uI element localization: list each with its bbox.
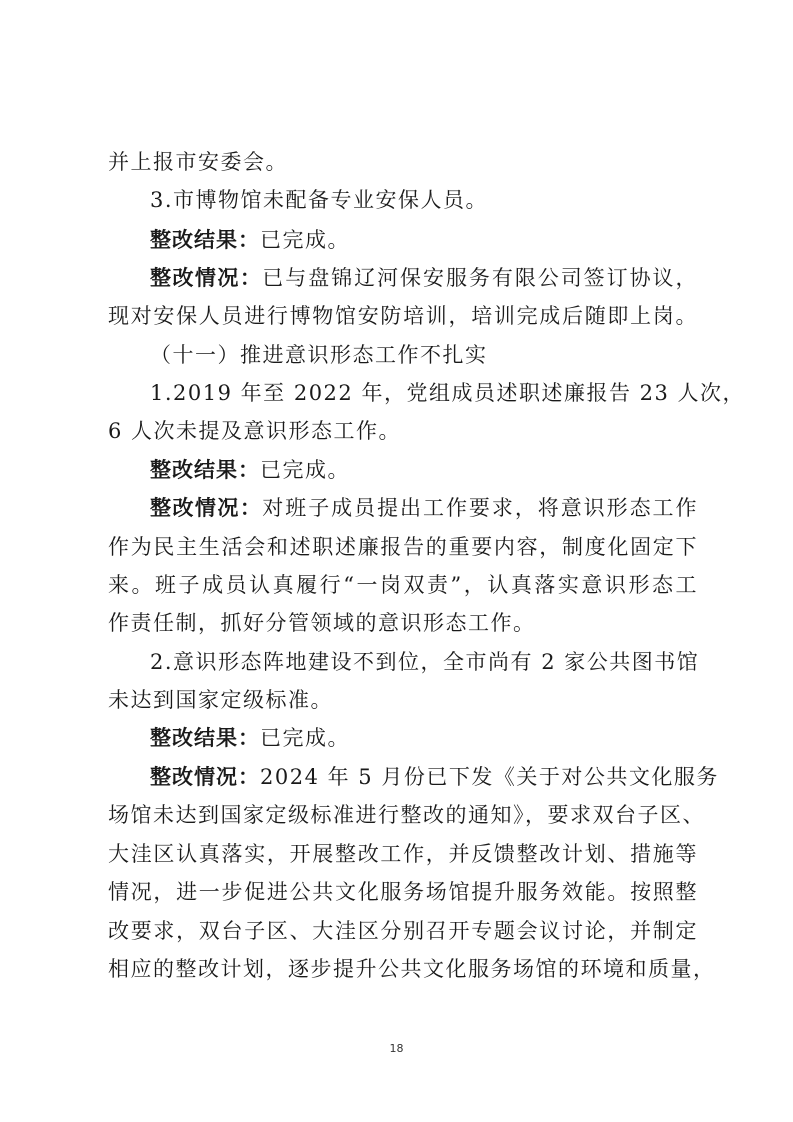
text-run: 现对安保人员进行博物馆安防培训，培训完成后随即上岗。	[108, 304, 698, 328]
text-run: 对班子成员提出工作要求，将意识形态工作	[262, 496, 699, 520]
text-run: （十一）推进意识形态工作不扎实	[150, 343, 488, 367]
text-run: 并上报市安委会。	[108, 150, 288, 174]
text-line	[108, 535, 698, 559]
text-line	[108, 304, 698, 328]
text-line	[150, 188, 698, 212]
text-line	[150, 496, 698, 520]
text-run: 来。班子成员认真履行“一岗双责”，认真落实意识形态工	[108, 573, 698, 597]
text-run: 已完成。	[260, 458, 350, 482]
page-number: 18	[389, 1042, 404, 1055]
text-run: 2.意识形态阵地建设不到位，全市尚有 2 家公共图书馆	[150, 650, 700, 674]
text-line	[108, 957, 716, 981]
text-line	[150, 458, 698, 482]
text-line	[150, 765, 719, 789]
text-line	[108, 919, 698, 943]
text-run: 作责任制，抓好分管领域的意识形态工作。	[108, 611, 536, 635]
result-heading: 整改结果：	[150, 228, 260, 252]
text-run: 1.2019 年至 2022 年，党组成员述职述廉报告 23 人次，	[150, 381, 746, 405]
text-run: 改要求，双台子区、大洼区分别召开专题会议讨论，并制定	[108, 919, 698, 943]
text-line	[150, 228, 698, 252]
text-line	[150, 726, 698, 750]
text-run: 场馆未达到国家定级标准进行整改的通知》，要求双台子区、	[108, 803, 705, 827]
section-heading	[150, 343, 698, 367]
text-run: 情况，进一步促进公共文化服务场馆提升服务效能。按照整	[108, 880, 698, 904]
situation-heading: 整改情况：	[150, 266, 263, 290]
text-line	[108, 150, 698, 174]
text-run: 作为民主生活会和述职述廉报告的重要内容，制度化固定下	[108, 535, 698, 559]
text-run: 已完成。	[260, 726, 350, 750]
text-run: 已完成。	[260, 228, 350, 252]
text-line	[108, 573, 698, 597]
result-heading: 整改结果：	[150, 458, 260, 482]
text-line	[150, 381, 746, 405]
text-line	[108, 803, 705, 827]
text-line	[150, 650, 698, 674]
text-line	[108, 842, 698, 866]
text-line	[108, 880, 698, 904]
situation-heading: 整改情况：	[150, 496, 263, 520]
text-line	[108, 688, 698, 712]
text-run: 大洼区认真落实，开展整改工作，并反馈整改计划、措施等	[108, 842, 698, 866]
text-run: 未达到国家定级标准。	[108, 688, 333, 712]
text-line	[108, 419, 698, 443]
text-run: 6 人次未提及意识形态工作。	[108, 419, 402, 443]
text-run: 相应的整改计划，逐步提升公共文化服务场馆的环境和质量，	[108, 957, 716, 981]
text-run: 3.市博物馆未配备专业安保人员。	[150, 188, 489, 212]
situation-heading: 整改情况：	[150, 765, 260, 789]
text-run: 2024 年 5 月份已下发《关于对公共文化服务	[260, 765, 719, 789]
result-heading: 整改结果：	[150, 726, 260, 750]
text-line	[108, 611, 698, 635]
text-run: 已与盘锦辽河保安服务有限公司签订协议，	[262, 266, 699, 290]
text-line	[150, 266, 698, 290]
